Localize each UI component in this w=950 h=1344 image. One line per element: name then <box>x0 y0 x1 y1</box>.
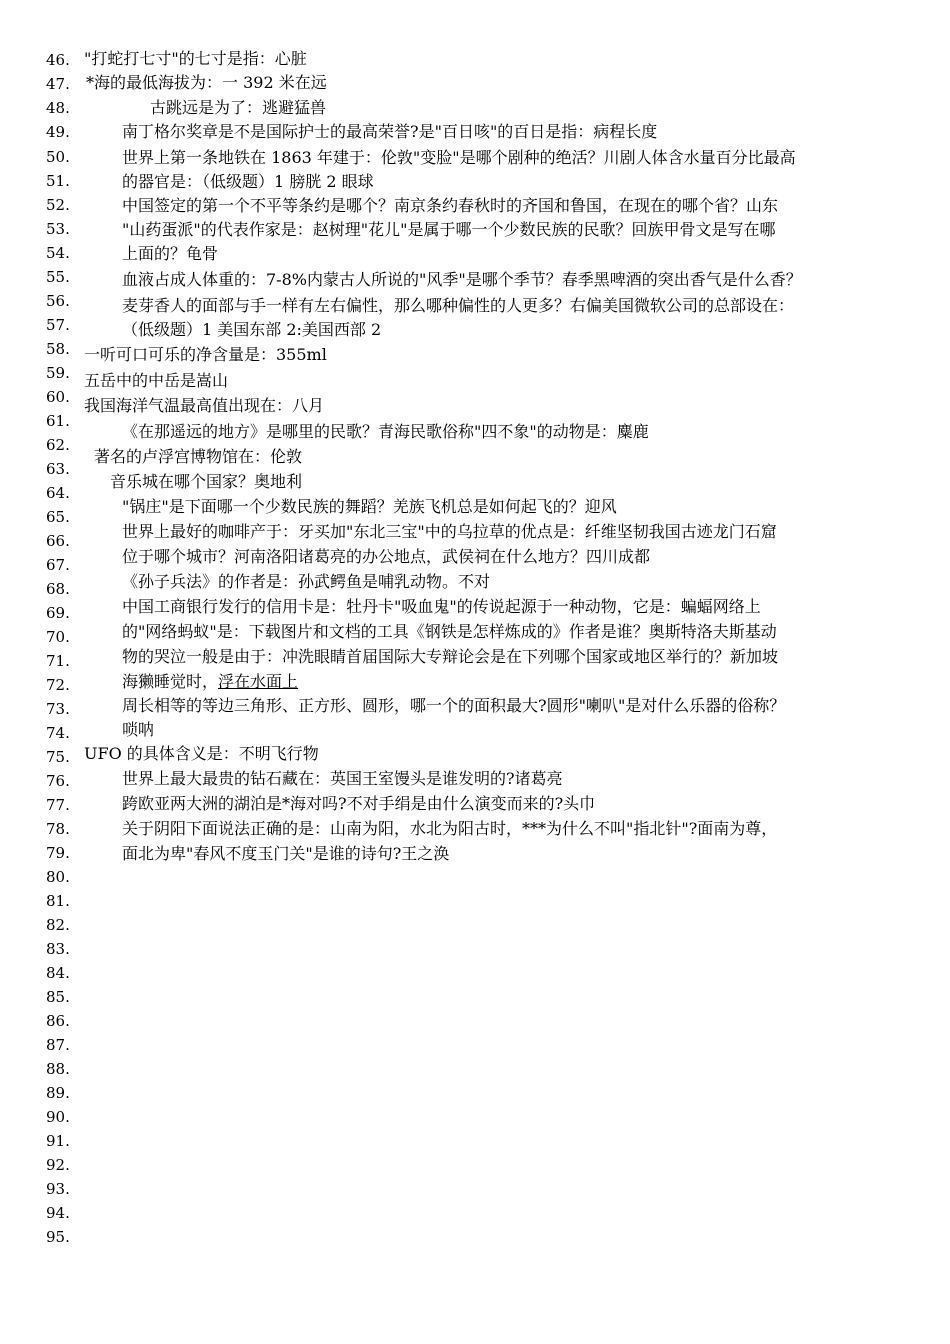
text-line: 《在那遥远的地方》是哪里的民歌？青海民歌俗称"四不象"的动物是：麋鹿 <box>122 422 649 441</box>
line-number: 55. <box>46 268 70 286</box>
line-number: 65. <box>46 508 70 526</box>
line-number: 51. <box>46 172 70 190</box>
line-number: 82. <box>46 916 70 934</box>
text-line: "山药蛋派"的代表作家是：赵树理"花儿"是属于哪一个少数民族的民歌？回族甲骨文是写在哪 <box>122 220 776 239</box>
text-line: 面北为卑"春风不度玉门关"是谁的诗句?王之涣 <box>122 844 450 863</box>
text-line: 的"网络蚂蚁"是：下载图片和文档的工具《钢铁是怎样炼成的》作者是谁？奥斯特洛夫斯基动 <box>122 622 777 641</box>
line-number: 48. <box>46 99 70 117</box>
text-line: 的器官是：（低级题）1 膀胱 2 眼球 <box>122 172 374 191</box>
line-number: 87. <box>46 1036 70 1054</box>
line-number: 73. <box>46 700 70 718</box>
line-number: 85. <box>46 988 70 1006</box>
line-number: 67. <box>46 556 70 574</box>
line-number: 72. <box>46 676 70 694</box>
text-line: 世界上第一条地铁在 1863 年建于：伦敦"变脸"是哪个剧种的绝活？川剧人体含水量百分比最高 <box>122 148 796 167</box>
text-line: *海的最低海拔为：一 392 米在远 <box>86 73 327 92</box>
text-segment: 海獭睡觉时， <box>122 672 219 691</box>
line-number: 75. <box>46 748 70 766</box>
line-number: 52. <box>46 196 70 214</box>
line-number: 63. <box>46 460 70 478</box>
text-line: "打蛇打七寸"的七寸是指：心脏 <box>84 49 307 68</box>
line-number: 56. <box>46 292 70 310</box>
text-line: 著名的卢浮宫博物馆在：伦敦 <box>94 447 303 466</box>
text-line: "锅庄"是下面哪一个少数民族的舞蹈？羌族飞机总是如何起飞的？迎风 <box>122 497 617 516</box>
text-line: 中国签定的第一个不平等条约是哪个？南京条约春秋时的齐国和鲁国，在现在的哪个省？山东 <box>122 196 779 215</box>
line-number: 57. <box>46 316 70 334</box>
text-line: 唢呐 <box>122 720 155 739</box>
line-number: 94. <box>46 1204 70 1222</box>
line-number: 46. <box>46 51 70 69</box>
line-number: 74. <box>46 724 70 742</box>
text-line: 世界上最好的咖啡产于：牙买加"东北三宝"中的乌拉草的优点是：纤维坚韧我国古迹龙门石窟 <box>122 522 777 541</box>
text-line: 五岳中的中岳是嵩山 <box>84 371 229 390</box>
text-line: （低级题）1 美国东部 2:美国西部 2 <box>122 320 382 339</box>
text-line: 关于阴阳下面说法正确的是：山南为阳，水北为阳古时，***为什么不叫"指北针"?面南为尊， <box>122 819 778 838</box>
text-line: 跨欧亚两大洲的湖泊是*海对吗?不对手绢是由什么演变而来的?头巾 <box>122 794 596 813</box>
text-line: UFO 的具体含义是：不明飞行物 <box>84 744 319 763</box>
text-line: 中国工商银行发行的信用卡是：牡丹卡"吸血鬼"的传说起源于一种动物，它是：蝙蝠网络上 <box>122 597 761 616</box>
line-number: 58. <box>46 340 70 358</box>
line-number: 88. <box>46 1060 70 1078</box>
text-line: 南丁格尔奖章是不是国际护士的最高荣誉?是"百日咳"的百日是指：病程长度 <box>122 122 658 141</box>
text-line: 音乐城在哪个国家？奥地利 <box>110 472 303 491</box>
text-line: 古跳远是为了：逃避猛兽 <box>150 98 327 117</box>
text-line: 一听可口可乐的净含量是：355ml <box>84 345 327 364</box>
text-line: 麦芽香人的面部与手一样有左右偏性，那么哪种偏性的人更多？右偏美国微软公司的总部设在： <box>122 296 795 315</box>
line-number: 93. <box>46 1180 70 1198</box>
line-number: 86. <box>46 1012 70 1030</box>
line-number: 90. <box>46 1108 70 1126</box>
line-number: 53. <box>46 220 70 238</box>
line-number: 54. <box>46 244 70 262</box>
line-number: 66. <box>46 532 70 550</box>
line-number: 81. <box>46 892 70 910</box>
line-number: 64. <box>46 484 70 502</box>
line-number: 49. <box>46 123 70 141</box>
line-number: 95. <box>46 1228 70 1246</box>
line-number: 70. <box>46 628 70 646</box>
line-number: 92. <box>46 1156 70 1174</box>
text-line: 《孙子兵法》的作者是：孙武鳄鱼是哺乳动物。不对 <box>122 572 491 591</box>
text-line: 我国海洋气温最高值出现在：八月 <box>84 396 325 415</box>
line-number: 91. <box>46 1132 70 1150</box>
line-number: 60. <box>46 388 70 406</box>
text-line: 物的哭泣一般是由于：冲洗眼睛首届国际大专辩论会是在下列哪个国家或地区举行的？新加坡 <box>122 647 779 666</box>
line-number: 79. <box>46 844 70 862</box>
line-number: 62. <box>46 436 70 454</box>
underlined-answer: 浮在水面上 <box>218 672 299 691</box>
line-number: 61. <box>46 412 70 430</box>
text-line <box>122 670 298 694</box>
line-number: 69. <box>46 604 70 622</box>
text-line: 世界上最大最贵的钻石藏在：英国王室馒头是谁发明的?诸葛亮 <box>122 769 563 788</box>
text-line: 上面的？龟骨 <box>122 244 219 263</box>
line-number: 50. <box>46 148 70 166</box>
line-number: 77. <box>46 796 70 814</box>
text-line: 周长相等的等边三角形、正方形、圆形，哪一个的面积最大?圆形"喇叭"是对什么乐器的俗称？ <box>122 696 786 715</box>
line-number: 76. <box>46 772 70 790</box>
line-number: 89. <box>46 1084 70 1102</box>
text-line: 血液占成人体重的：7-8%内蒙古人所说的"风季"是哪个季节？春季黑啤酒的突出香气是什么香？ <box>122 270 802 289</box>
line-number: 80. <box>46 868 70 886</box>
line-number: 71. <box>46 652 70 670</box>
line-number: 47. <box>46 75 70 93</box>
line-number: 68. <box>46 580 70 598</box>
line-number: 83. <box>46 940 70 958</box>
line-number: 59. <box>46 364 70 382</box>
line-number: 84. <box>46 964 70 982</box>
line-number: 78. <box>46 820 70 838</box>
text-line: 位于哪个城市？河南洛阳诸葛亮的办公地点，武侯祠在什么地方？四川成都 <box>122 547 651 566</box>
